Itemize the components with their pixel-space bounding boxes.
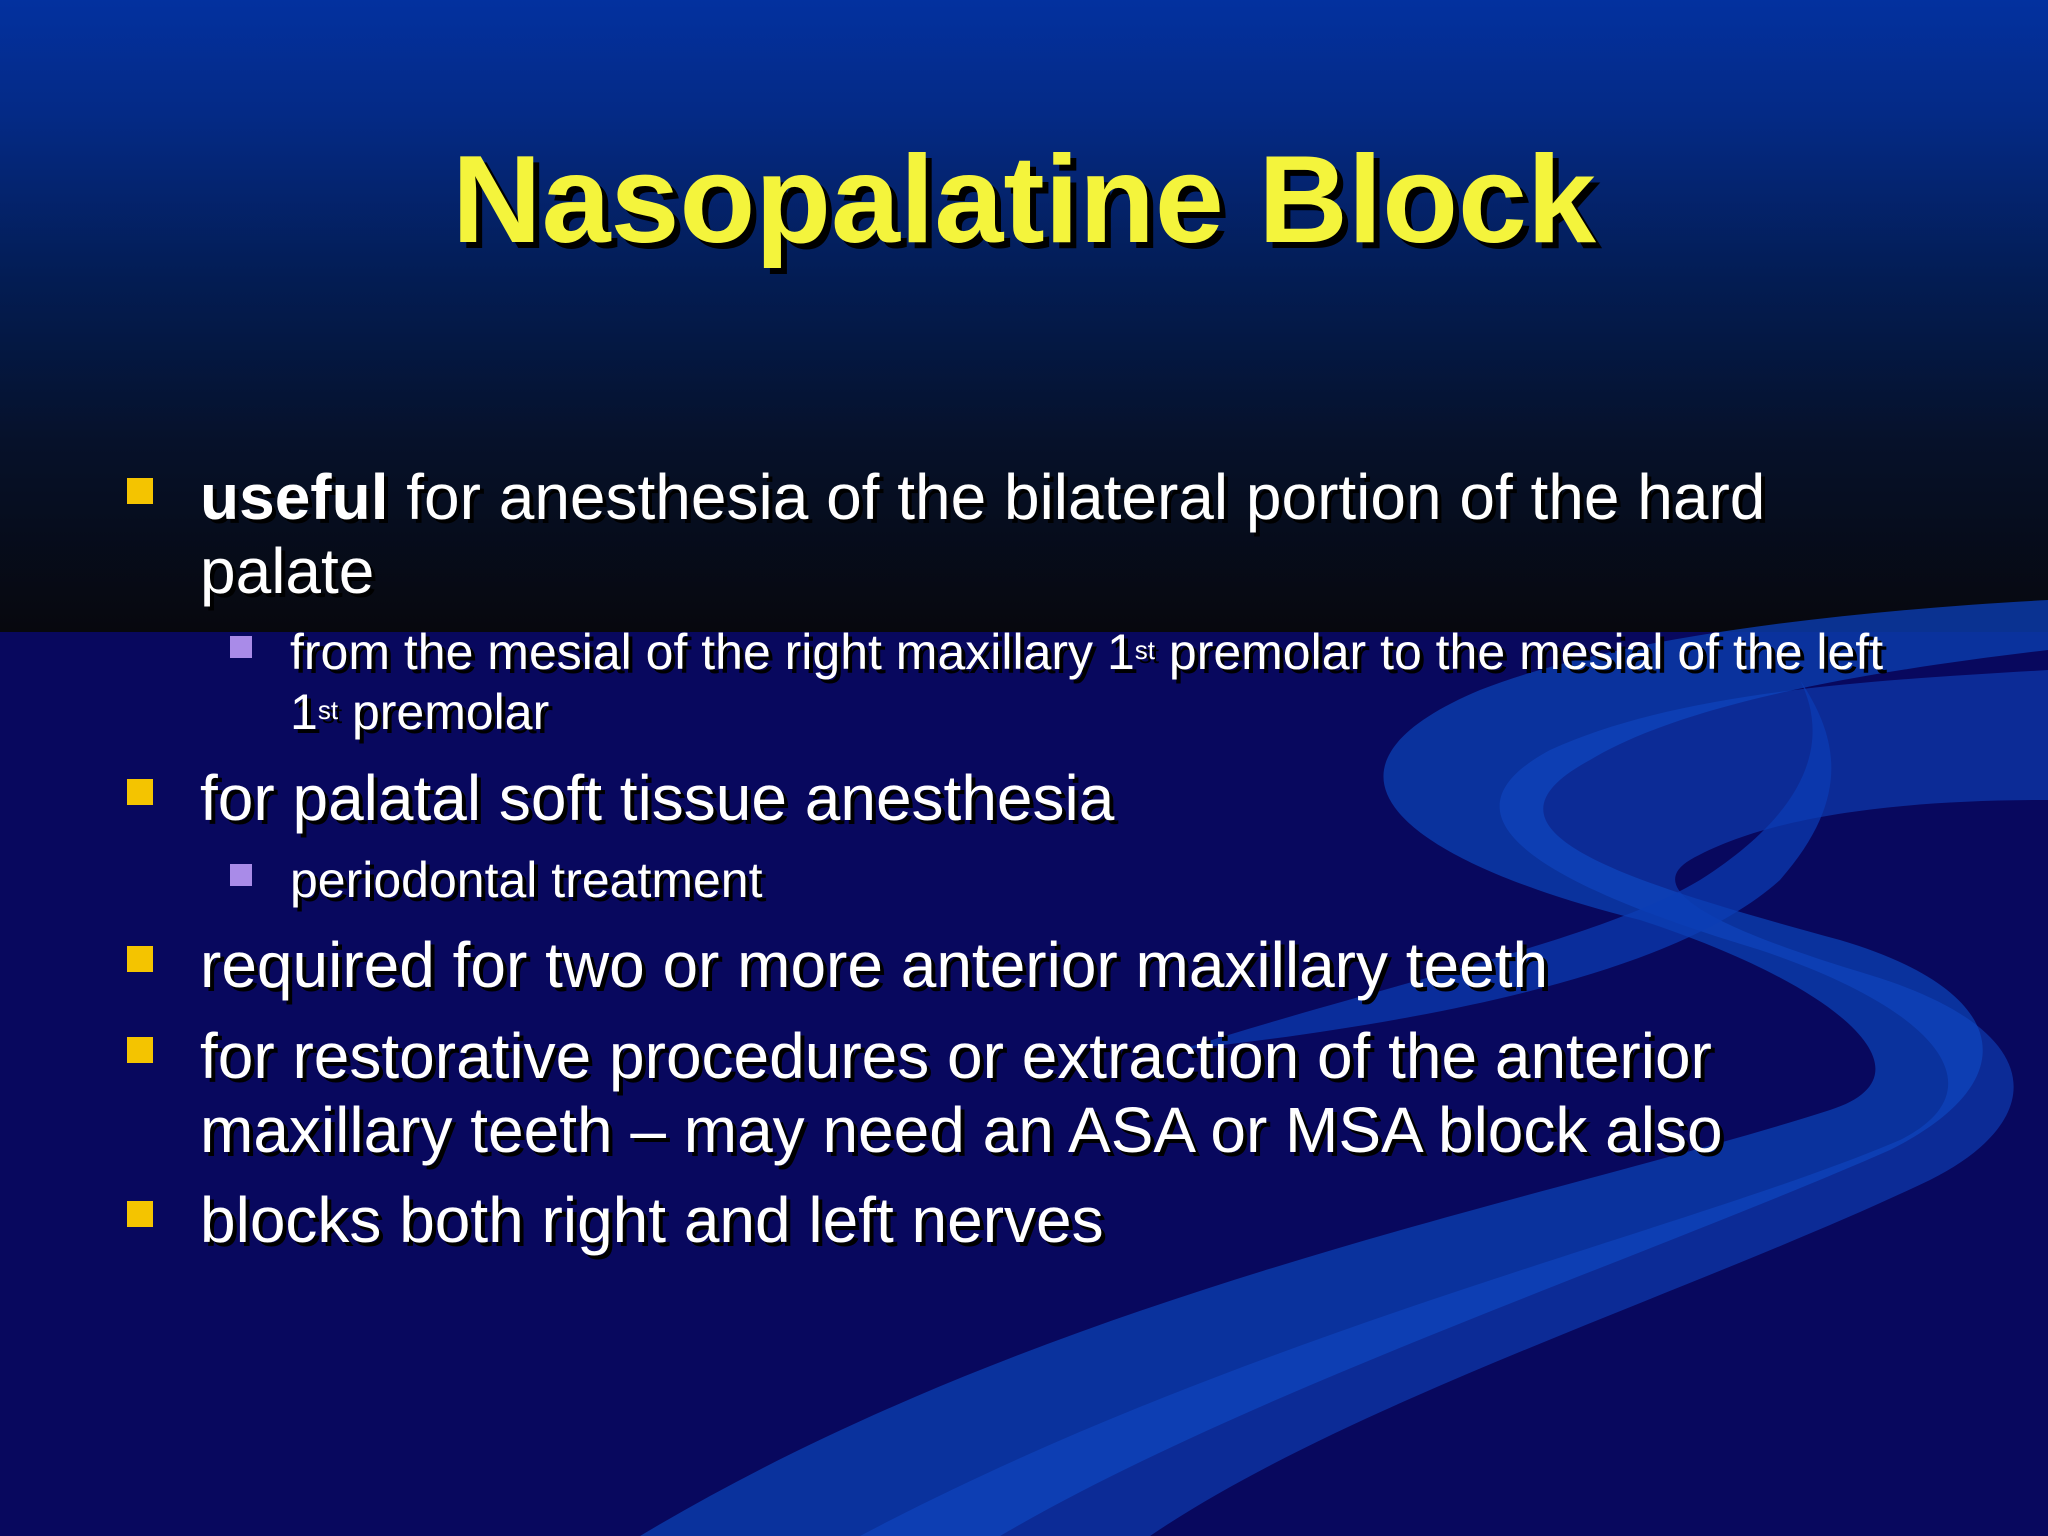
bullet-item	[200, 1183, 1900, 1257]
bullet-marker	[127, 946, 153, 972]
bullet-text: blocks both right and left nerves	[200, 1184, 1104, 1256]
bullet-text: required for two or more anterior maxillary teeth	[200, 929, 1549, 1001]
bullet-item	[200, 1019, 1900, 1167]
sub-bullet-text: premolar	[338, 684, 550, 740]
sub-bullet-text: premolar to the mesial of the left 1	[290, 624, 1884, 740]
bullet-marker	[127, 779, 153, 805]
ordinal-suffix: st	[317, 695, 339, 725]
sub-bullet-item	[290, 622, 1940, 742]
bullet-text: for restorative procedures or extraction of the anterior maxillary teeth – may need an ASA or MSA block also	[200, 1020, 1723, 1166]
sub-bullet-marker	[230, 636, 252, 658]
sub-bullet-text: periodontal treatment	[290, 852, 763, 908]
bullet-marker	[127, 1201, 153, 1227]
bullet-text: for anesthesia of the bilateral portion of the hard palate	[200, 461, 1766, 607]
bullet-item	[200, 761, 1900, 835]
slide-title: Nasopalatine Block	[452, 131, 1596, 269]
bullet-marker	[127, 1037, 153, 1063]
sub-bullet-item	[290, 850, 1940, 910]
bullet-bold-lead: useful	[200, 461, 389, 533]
bullet-text: for palatal soft tissue anesthesia	[200, 762, 1115, 834]
bullet-item	[200, 460, 1900, 608]
ordinal-suffix: st	[1134, 635, 1155, 665]
bullet-marker	[127, 478, 153, 504]
sub-bullet-marker	[230, 864, 252, 886]
bullet-item	[200, 928, 1900, 1002]
sub-bullet-text: from the mesial of the right maxillary 1	[290, 624, 1135, 680]
